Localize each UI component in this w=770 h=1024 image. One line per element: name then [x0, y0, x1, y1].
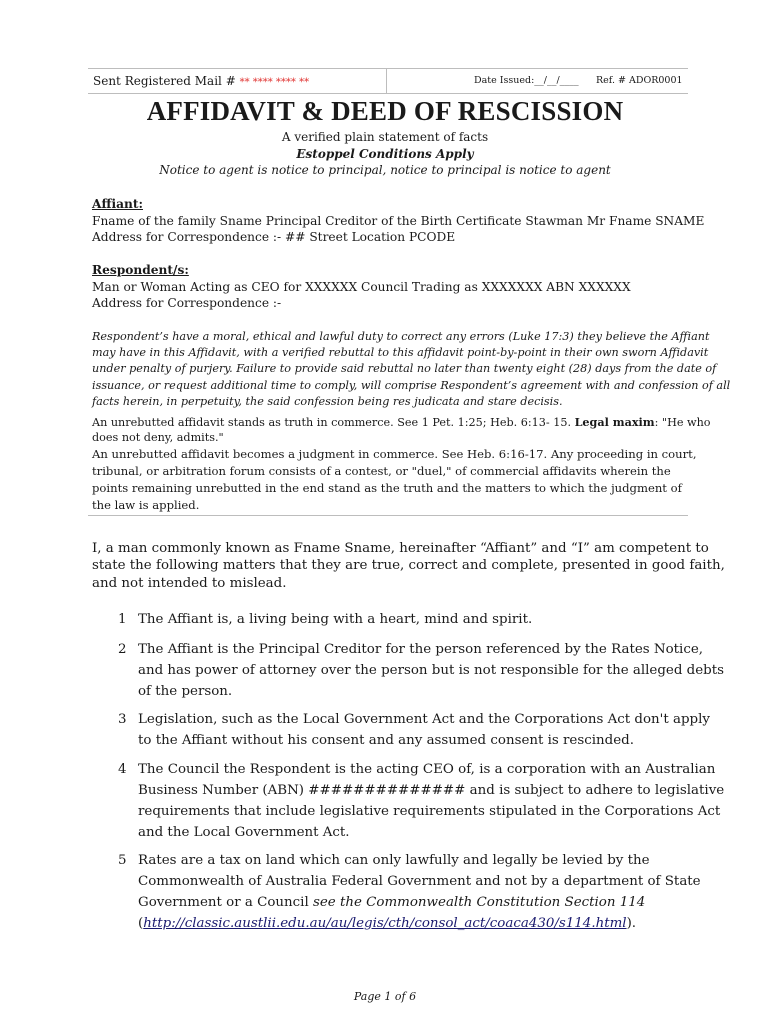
affiant-section — [92, 196, 705, 246]
date-issued: Date Issued:__/__/____ — [474, 75, 579, 86]
registered-mail-number: ** **** **** ** — [239, 77, 310, 88]
statement-line: state the following matters that they are true, correct and complete, presented in good faith, — [92, 558, 725, 574]
judgment-paragraph — [92, 446, 697, 514]
legal-maxim-label: Legal maxim — [574, 415, 655, 429]
judgment-line: An unrebutted affidavit becomes a judgment in commerce. See Heb. 6:16-17. Any proceeding in court, — [92, 447, 697, 461]
duty-line: facts herein, in perpetuity, the said confession being res judicata and stare decisis. — [92, 394, 563, 408]
judgment-line: points remaining unrebutted in the end stand as the truth and the matters to which the judgment of — [92, 481, 682, 495]
item-line: (http://classic.austlii.edu.au/au/legis/cth/consol_act/coaca430/s114.html). — [138, 916, 637, 931]
judgment-line: the law is applied. — [92, 498, 200, 512]
judgment-line: tribunal, or arbitration forum consists of a contest, or "duel," of commercial affidavits wherein the — [92, 464, 671, 478]
respondent-address: Address for Correspondence :- — [92, 296, 282, 310]
respondent-duty-paragraph — [92, 329, 731, 410]
item-line: Rates are a tax on land which can only lawfully and legally be levied by the — [138, 853, 650, 868]
statement-line: I, a man commonly known as Fname Sname, hereinafter “Affiant” and “I” am competent to — [92, 541, 709, 556]
section-divider — [88, 515, 688, 516]
affiant-statement — [92, 540, 725, 592]
header-mail-cell — [88, 69, 387, 93]
duty-line: under penalty of purjery. Failure to provide said rebuttal no later than twenty eight (28) days from the date of — [92, 362, 717, 376]
item-line: Business Number (ABN) ############## and is subject to adhere to legislative — [138, 783, 725, 798]
agent-notice: Notice to agent is notice to principal, notice to principal is notice to agent — [159, 163, 611, 177]
item-line: and the Local Government Act. — [138, 825, 350, 840]
duty-line: issuance, or request additional time to comply, will comprise Respondent’s agreement with and confession of all — [92, 378, 731, 392]
item-line: Government or a Council see the Commonwealth Constitution Section 114 — [138, 895, 646, 910]
item-line: and has power of attorney over the person but is not responsible for the alleged debts — [138, 663, 725, 678]
item-number: 2 — [118, 642, 127, 657]
affiant-name: Fname of the family Sname Principal Creditor of the Birth Certificate Stawman Mr Fname SNAME — [92, 213, 705, 228]
affiant-address: Address for Correspondence :- ## Street Location PCODE — [92, 230, 456, 244]
maxim-line: does not deny, admits." — [92, 431, 224, 444]
item-line: The Affiant is, a living being with a heart, mind and spirit. — [138, 612, 533, 627]
item-number: 1 — [118, 612, 127, 627]
maxim-line: An unrebutted affidavit stands as truth in commerce. See 1 Pet. 1:25; Heb. 6:13- 15. Legal maxim: "He who — [92, 415, 711, 429]
item-line: of the person. — [138, 684, 233, 699]
item-number: 4 — [118, 762, 127, 777]
item-line: Commonwealth of Australia Federal Government and not by a department of State — [138, 874, 701, 889]
item-line: Legislation, such as the Local Government Act and the Corporations Act don't apply — [138, 712, 710, 727]
constitution-reference: see the Commonwealth Constitution Section 114 — [313, 895, 646, 910]
reference-number: Ref. # ADOR0001 — [596, 75, 683, 86]
document-title: AFFIDAVIT & DEED OF RESCISSION — [146, 96, 624, 126]
registered-mail-label: Sent Registered Mail # ** **** **** ** — [93, 74, 310, 88]
respondent-section — [92, 262, 692, 312]
estoppel-notice: Estoppel Conditions Apply — [296, 147, 474, 161]
respondent-label: Respondent/s: — [92, 263, 189, 277]
duty-line: Respondent’s have a moral, ethical and lawful duty to correct any errors (Luke 17:3) they believe the Affiant — [92, 330, 710, 343]
page-number: Page 1 of 6 — [353, 990, 417, 1003]
affiant-label: Affiant: — [92, 197, 143, 211]
item-number: 3 — [118, 712, 127, 727]
item-line: requirements that include legislative requirements stipulated in the Corporations Act — [138, 804, 721, 819]
austlii-link[interactable]: http://classic.austlii.edu.au/au/legis/cth/consol_act/coaca430/s114.html — [143, 916, 627, 931]
item-number: 5 — [118, 853, 127, 868]
duty-line: may have in this Affidavit, with a verified rebuttal to this affidavit point-by-point in their own sworn Affidavit — [92, 346, 709, 360]
header-box — [88, 68, 688, 94]
item-line: The Affiant is the Principal Creditor for the person referenced by the Rates Notice, — [138, 642, 704, 657]
respondent-name: Man or Woman Acting as CEO for XXXXXX Council Trading as XXXXXXX ABN XXXXXX — [92, 279, 631, 294]
statement-line: and not intended to mislead. — [92, 575, 287, 591]
item-line: The Council the Respondent is the acting CEO of, is a corporation with an Australian — [138, 762, 716, 777]
legal-maxim-paragraph — [92, 415, 711, 445]
subtitle: A verified plain statement of facts — [281, 130, 489, 144]
item-line: to the Affiant without his consent and any assumed consent is rescinded. — [138, 733, 634, 748]
